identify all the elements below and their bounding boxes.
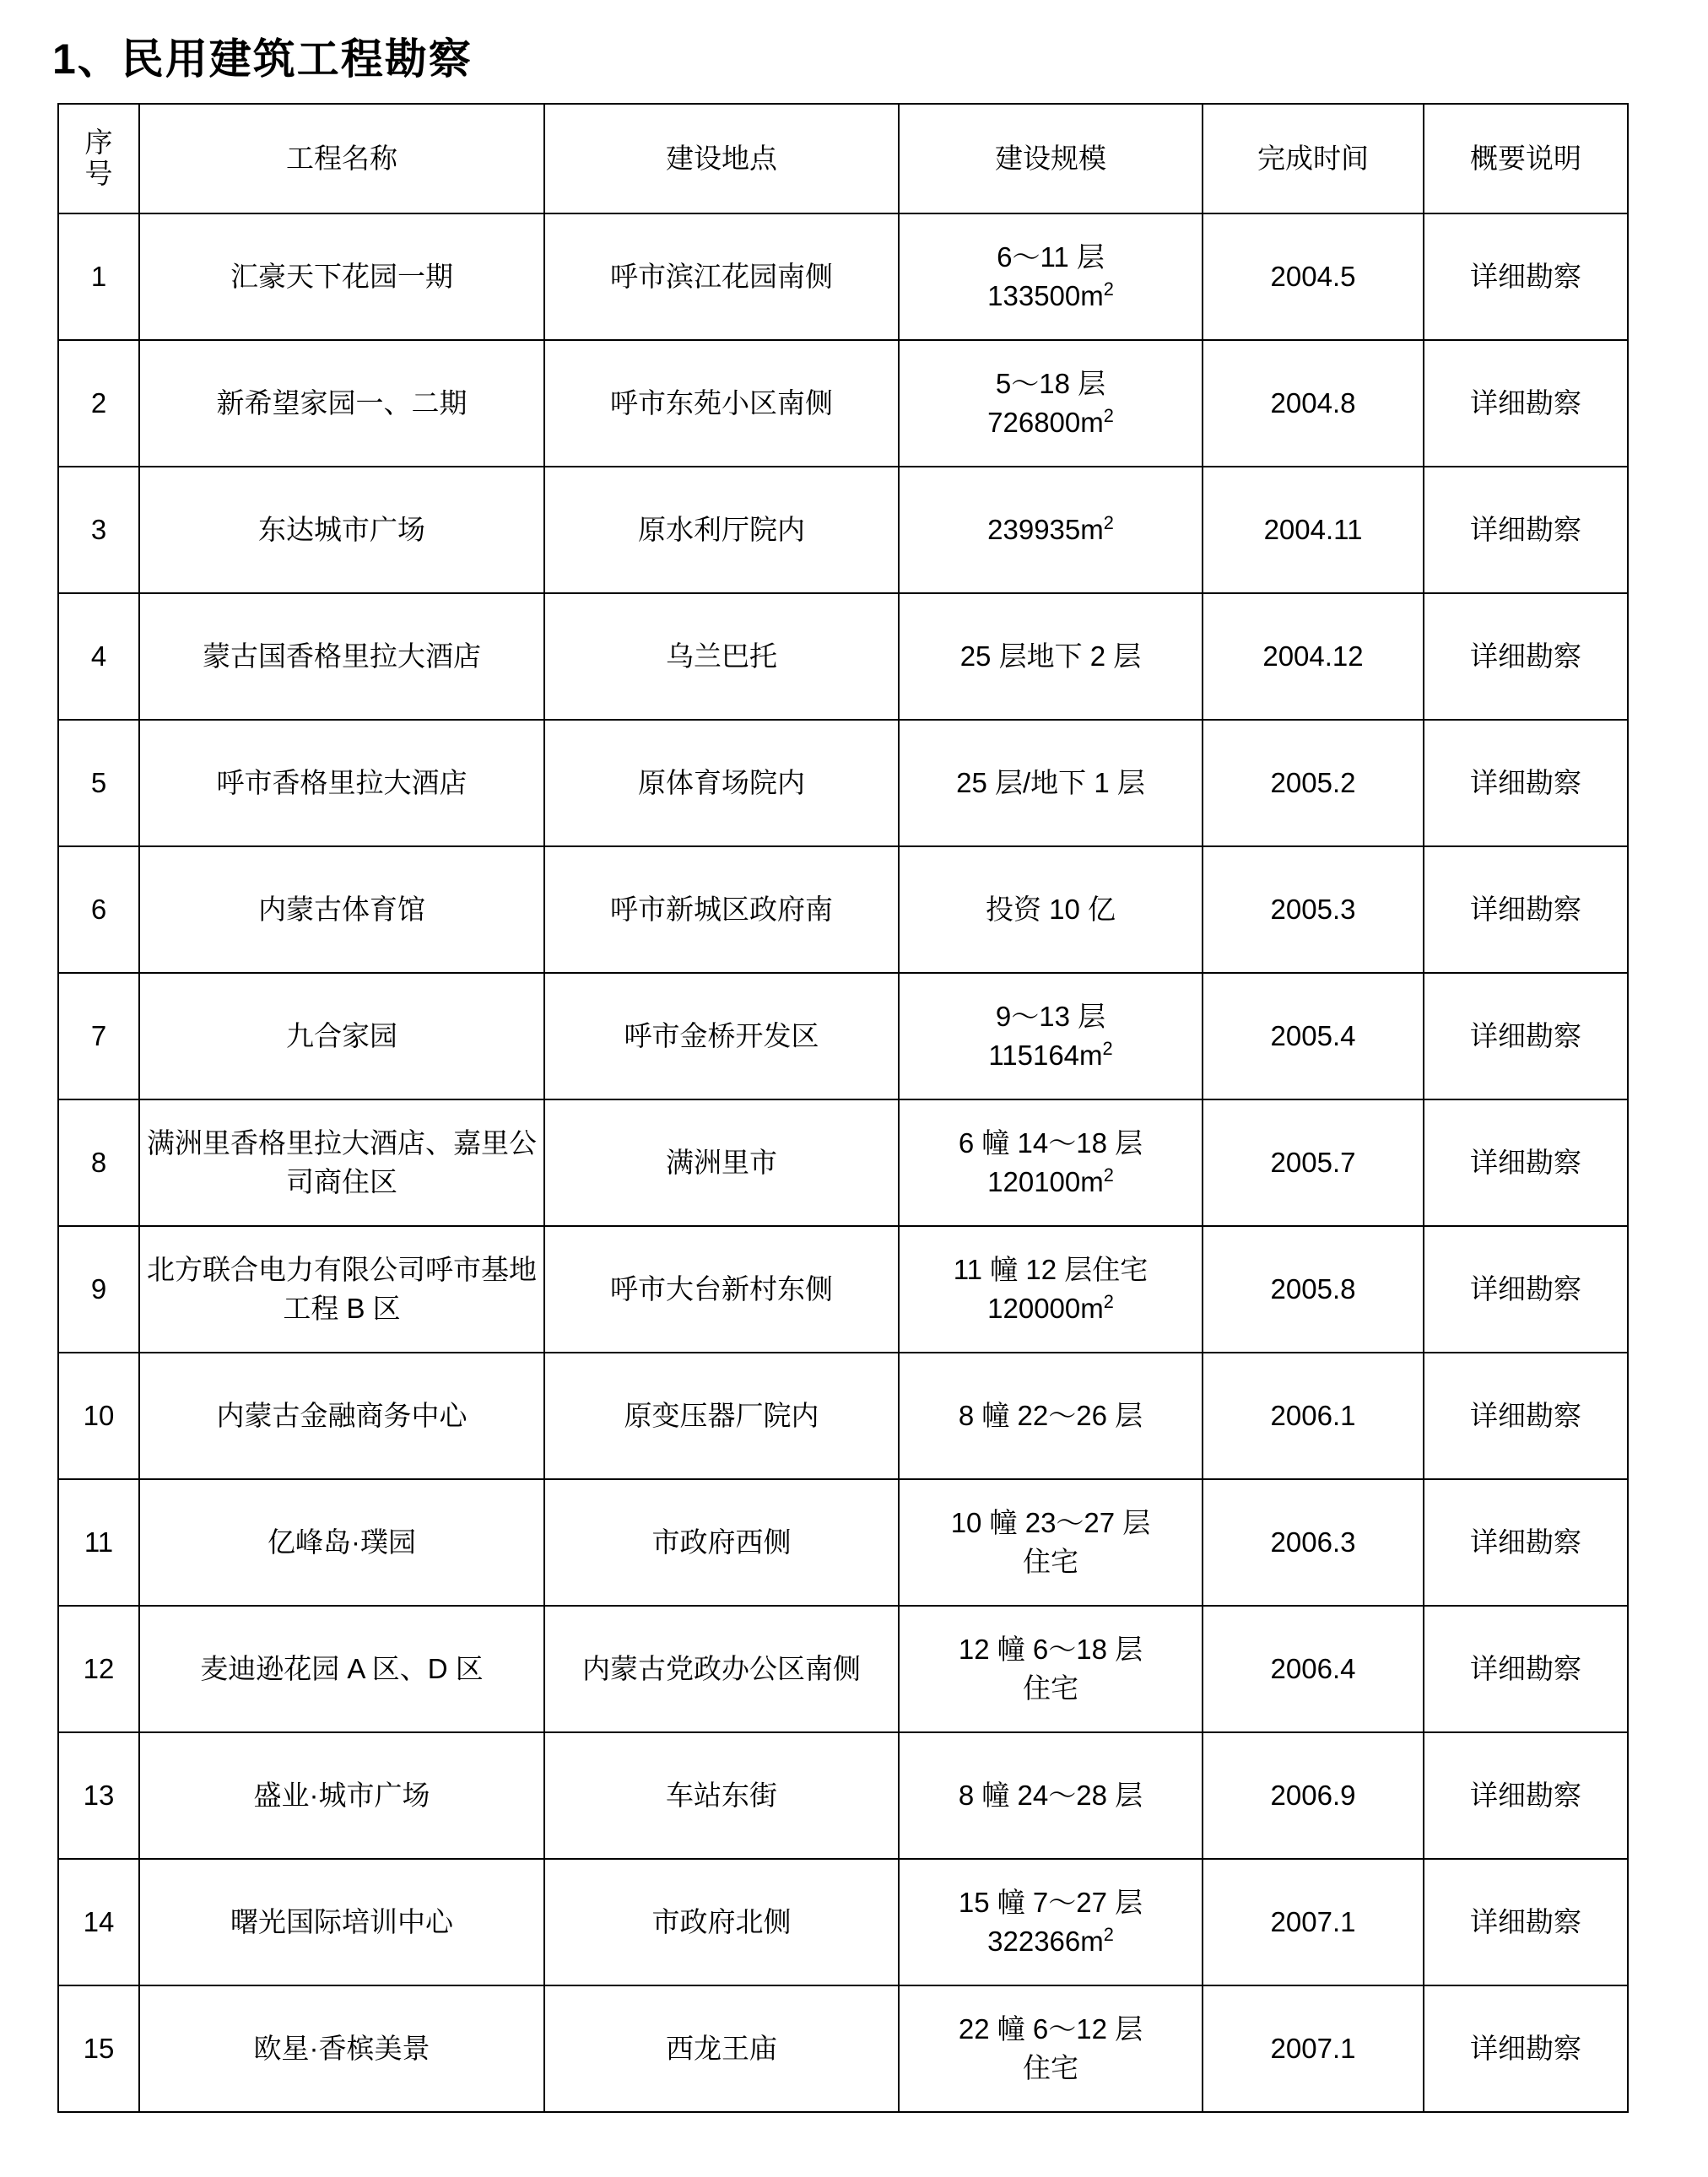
column-header-index (58, 104, 139, 213)
cell-location: 内蒙古党政办公区南侧 (544, 1606, 899, 1732)
cell-scale (899, 1353, 1203, 1479)
cell-completion-time: 2006.9 (1203, 1732, 1424, 1859)
cell-scale-line1: 6 幢 14～18 层 (958, 1127, 1143, 1159)
cell-scale (899, 1226, 1203, 1353)
cell-scale-line1: 25 层/地下 1 层 (956, 767, 1145, 799)
cell-scale (899, 1985, 1203, 2112)
table-row (58, 720, 1628, 846)
superscript: 2 (1103, 278, 1114, 300)
column-header-project-name: 工程名称 (139, 104, 544, 213)
cell-completion-time: 2007.1 (1203, 1859, 1424, 1985)
cell-summary: 详细勘察 (1424, 973, 1628, 1099)
cell-scale-line2: $133500m^2$ (987, 278, 1114, 311)
cell-project-name: 新希望家园一、二期 (139, 340, 544, 467)
cell-completion-time: 2004.11 (1203, 467, 1424, 593)
table-header-row (58, 104, 1628, 213)
cell-scale (899, 593, 1203, 720)
cell-summary: 详细勘察 (1424, 846, 1628, 973)
cell-scale (899, 1479, 1203, 1606)
table-row (58, 1606, 1628, 1732)
cell-project-name: 麦迪逊花园 A 区、D 区 (139, 1606, 544, 1732)
cell-scale-line1: 5～18 层 (995, 368, 1106, 400)
cell-scale-line1: 投资 10 亿 (985, 894, 1116, 926)
table-body (58, 213, 1628, 2112)
cell-scale-line1: 9～13 层 (995, 1001, 1106, 1033)
cell-scale-line2: 住宅 (1023, 1546, 1078, 1577)
cell-index: 14 (58, 1859, 139, 1985)
cell-scale (899, 467, 1203, 593)
cell-project-name: 欧星·香槟美景 (139, 1985, 544, 2112)
cell-project-name: 东达城市广场 (139, 467, 544, 593)
column-header-completion-time: 完成时间 (1203, 104, 1424, 213)
table-row (58, 1732, 1628, 1859)
cell-summary: 详细勘察 (1424, 340, 1628, 467)
cell-completion-time: 2005.4 (1203, 973, 1424, 1099)
cell-project-name: 满洲里香格里拉大酒店、嘉里公司商住区 (139, 1099, 544, 1226)
cell-completion-time: 2004.12 (1203, 593, 1424, 720)
cell-completion-time: 2004.8 (1203, 340, 1424, 467)
table-row (58, 340, 1628, 467)
table-row (58, 467, 1628, 593)
cell-scale-line2: $726800m^2$ (987, 405, 1114, 438)
cell-index: 15 (58, 1985, 139, 2112)
cell-project-name: 呼市香格里拉大酒店 (139, 720, 544, 846)
column-header-index-line1: 序 (84, 127, 113, 159)
cell-index: 2 (58, 340, 139, 467)
table-row (58, 846, 1628, 973)
cell-index: 11 (58, 1479, 139, 1606)
cell-index: 1 (58, 213, 139, 340)
cell-scale (899, 846, 1203, 973)
cell-completion-time: 2006.4 (1203, 1606, 1424, 1732)
cell-project-name: 内蒙古体育馆 (139, 846, 544, 973)
cell-location: 车站东街 (544, 1732, 899, 1859)
table-row (58, 973, 1628, 1099)
cell-index: 8 (58, 1099, 139, 1226)
table-row (58, 593, 1628, 720)
cell-project-name: 北方联合电力有限公司呼市基地工程 B 区 (139, 1226, 544, 1353)
cell-summary: 详细勘察 (1424, 1859, 1628, 1985)
superscript: 2 (1103, 512, 1114, 534)
cell-scale-line1: 8 幢 22～26 层 (958, 1400, 1143, 1432)
cell-scale-line2: 住宅 (1023, 2052, 1078, 2083)
table-row (58, 1859, 1628, 1985)
cell-scale-line1: 15 幢 7～27 层 (958, 1887, 1143, 1919)
cell-summary: 详细勘察 (1424, 1732, 1628, 1859)
cell-location: 呼市金桥开发区 (544, 973, 899, 1099)
table-row (58, 1479, 1628, 1606)
cell-scale (899, 1859, 1203, 1985)
cell-scale (899, 1732, 1203, 1859)
cell-scale-line1: 25 层地下 2 层 (959, 640, 1142, 673)
superscript: 2 (1103, 1291, 1114, 1312)
superscript: 2 (1103, 1164, 1114, 1186)
cell-scale-line1: 12 幢 6～18 层 (958, 1634, 1143, 1666)
cell-scale (899, 973, 1203, 1099)
cell-summary: 详细勘察 (1424, 720, 1628, 846)
table-header (58, 104, 1628, 213)
cell-location: 呼市新城区政府南 (544, 846, 899, 973)
cell-project-name: 亿峰岛·璞园 (139, 1479, 544, 1606)
cell-location: 原水利厅院内 (544, 467, 899, 593)
cell-scale-line2: $115164m^2$ (988, 1038, 1113, 1071)
cell-scale-line1: 10 幢 23～27 层 (950, 1507, 1151, 1539)
cell-scale (899, 1606, 1203, 1732)
superscript: 2 (1103, 1924, 1114, 1945)
cell-summary: 详细勘察 (1424, 213, 1628, 340)
cell-summary: 详细勘察 (1424, 1479, 1628, 1606)
cell-scale (899, 213, 1203, 340)
cell-project-name: 九合家园 (139, 973, 544, 1099)
cell-scale-line1: 8 幢 24～28 层 (958, 1780, 1143, 1812)
cell-summary: 详细勘察 (1424, 1226, 1628, 1353)
page-title: 1、民用建筑工程勘察 (52, 35, 473, 83)
table-row (58, 1985, 1628, 2112)
cell-index: 4 (58, 593, 139, 720)
cell-completion-time: 2005.2 (1203, 720, 1424, 846)
cell-index: 6 (58, 846, 139, 973)
cell-scale-line2: $322366m^2$ (987, 1924, 1114, 1957)
column-header-summary: 概要说明 (1424, 104, 1628, 213)
cell-location: 呼市东苑小区南侧 (544, 340, 899, 467)
cell-index: 9 (58, 1226, 139, 1353)
cell-scale-line2: 住宅 (1023, 1672, 1078, 1704)
column-header-location: 建设地点 (544, 104, 899, 213)
superscript: 2 (1103, 405, 1114, 426)
cell-summary: 详细勘察 (1424, 1606, 1628, 1732)
cell-scale-line2: $120000m^2$ (987, 1291, 1114, 1324)
table-row (58, 1099, 1628, 1226)
cell-scale-line1: 22 幢 6～12 层 (958, 2013, 1143, 2045)
superscript: 2 (1102, 1038, 1113, 1059)
cell-scale-line1: $239935m^2$ (987, 512, 1114, 546)
cell-location: 原变压器厂院内 (544, 1353, 899, 1479)
cell-project-name: 内蒙古金融商务中心 (139, 1353, 544, 1479)
table-row (58, 213, 1628, 340)
cell-index: 5 (58, 720, 139, 846)
cell-location: 市政府北侧 (544, 1859, 899, 1985)
cell-summary: 详细勘察 (1424, 593, 1628, 720)
cell-index: 13 (58, 1732, 139, 1859)
cell-summary: 详细勘察 (1424, 1985, 1628, 2112)
cell-scale (899, 720, 1203, 846)
cell-project-name: 汇豪天下花园一期 (139, 213, 544, 340)
cell-completion-time: 2005.8 (1203, 1226, 1424, 1353)
cell-scale-line2: $120100m^2$ (987, 1164, 1114, 1197)
cell-scale (899, 1099, 1203, 1226)
cell-index: 12 (58, 1606, 139, 1732)
cell-location: 市政府西侧 (544, 1479, 899, 1606)
cell-index: 10 (58, 1353, 139, 1479)
cell-location: 原体育场院内 (544, 720, 899, 846)
table-row (58, 1226, 1628, 1353)
cell-location: 呼市大台新村东侧 (544, 1226, 899, 1353)
column-header-index-line2: 号 (84, 158, 113, 189)
cell-scale (899, 340, 1203, 467)
cell-location: 满洲里市 (544, 1099, 899, 1226)
cell-summary: 详细勘察 (1424, 1099, 1628, 1226)
cell-completion-time: 2005.7 (1203, 1099, 1424, 1226)
cell-completion-time: 2005.3 (1203, 846, 1424, 973)
cell-completion-time: 2004.5 (1203, 213, 1424, 340)
cell-scale-line1: 11 幢 12 层住宅 (953, 1254, 1149, 1286)
cell-index: 3 (58, 467, 139, 593)
cell-project-name: 盛业·城市广场 (139, 1732, 544, 1859)
cell-completion-time: 2007.1 (1203, 1985, 1424, 2112)
table-row (58, 1353, 1628, 1479)
cell-index: 7 (58, 973, 139, 1099)
cell-location: 乌兰巴托 (544, 593, 899, 720)
cell-location: 西龙王庙 (544, 1985, 899, 2112)
cell-summary: 详细勘察 (1424, 467, 1628, 593)
cell-project-name: 蒙古国香格里拉大酒店 (139, 593, 544, 720)
cell-scale-line1: 6～11 层 (997, 241, 1105, 273)
cell-summary: 详细勘察 (1424, 1353, 1628, 1479)
civil-engineering-survey-table (57, 103, 1629, 2113)
cell-completion-time: 2006.3 (1203, 1479, 1424, 1606)
cell-completion-time: 2006.1 (1203, 1353, 1424, 1479)
cell-project-name: 曙光国际培训中心 (139, 1859, 544, 1985)
column-header-scale: 建设规模 (899, 104, 1203, 213)
cell-location: 呼市滨江花园南侧 (544, 213, 899, 340)
